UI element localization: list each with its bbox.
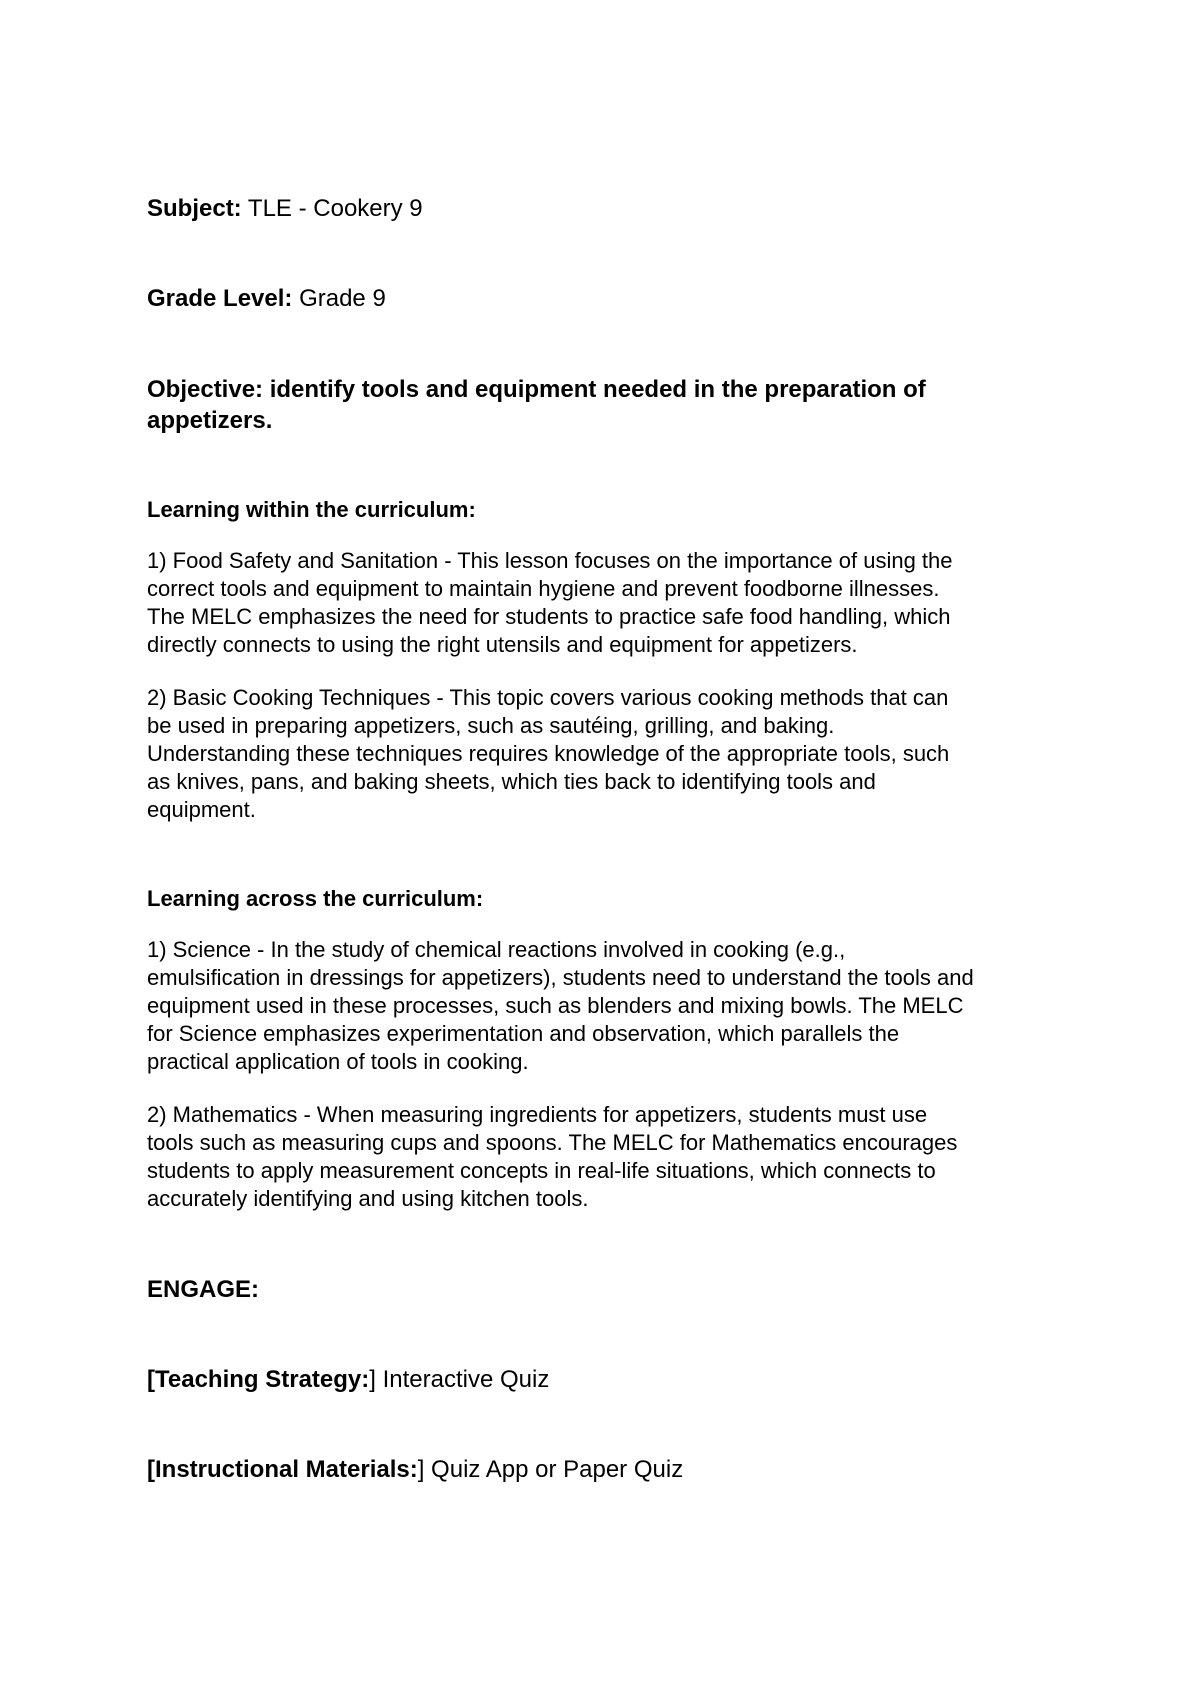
instructional-materials-bracket: ] — [417, 1456, 425, 1483]
teaching-strategy-bracket: ] — [369, 1366, 376, 1393]
learning-across-item-2: 2) Mathematics - When measuring ingredients for appetizers, students must use tools such as measuring cups and spoons. The MELC for Mathematics encourages students to apply measurement concepts in real-life situations, which connects to accurately identifying and using kitchen tools. — [147, 1102, 958, 1211]
instructional-materials-label: [Instructional Materials: — [147, 1456, 418, 1483]
subject-label: Subject: — [147, 195, 242, 222]
teaching-strategy-label: [Teaching Strategy: — [147, 1366, 370, 1393]
learning-across-heading: Learning across the curriculum: — [147, 886, 484, 911]
objective-label: Objective: — [147, 376, 264, 403]
grade-level-label: Grade Level: — [147, 285, 293, 312]
subject-value: TLE - Cookery 9 — [241, 195, 423, 222]
grade-level-value: Grade 9 — [292, 285, 386, 312]
objective-line — [147, 374, 1067, 436]
teaching-strategy-value: Interactive Quiz — [375, 1366, 550, 1393]
instructional-materials-line — [147, 1454, 1067, 1485]
grade-level-line — [147, 283, 1067, 314]
teaching-strategy-line — [147, 1364, 1067, 1395]
objective-value: identify tools and equipment needed in the preparation of appetizers. — [147, 376, 926, 434]
learning-across-item-1: 1) Science - In the study of chemical reactions involved in cooking (e.g., emulsification in dressings for appetizers), students need to understand the tools and equipment used in these processes, such as blenders and mixing bowls. The MELC for Science emphasizes experimentation and observation, which parallels the practical application of tools in cooking. — [147, 937, 974, 1074]
learning-within-item-1: 1) Food Safety and Sanitation - This lesson focuses on the importance of using the correct tools and equipment to maintain hygiene and prevent foodborne illnesses. The MELC emphasizes the need for students to practice safe food handling, which directly connects to using the right utensils and equipment for appetizers. — [147, 548, 953, 657]
learning-within-heading: Learning within the curriculum: — [147, 497, 476, 522]
engage-heading: ENGAGE: — [147, 1276, 260, 1303]
subject-line — [147, 193, 1067, 224]
instructional-materials-value: Quiz App or Paper Quiz — [424, 1456, 684, 1483]
learning-within-item-2: 2) Basic Cooking Techniques - This topic covers various cooking methods that can be used in preparing appetizers, such as sautéing, grilling, and baking. Understanding these techniques requires knowledge of the appropriate tools, such as knives, pans, and baking sheets, which ties back to identifying tools and equipment. — [147, 685, 950, 822]
